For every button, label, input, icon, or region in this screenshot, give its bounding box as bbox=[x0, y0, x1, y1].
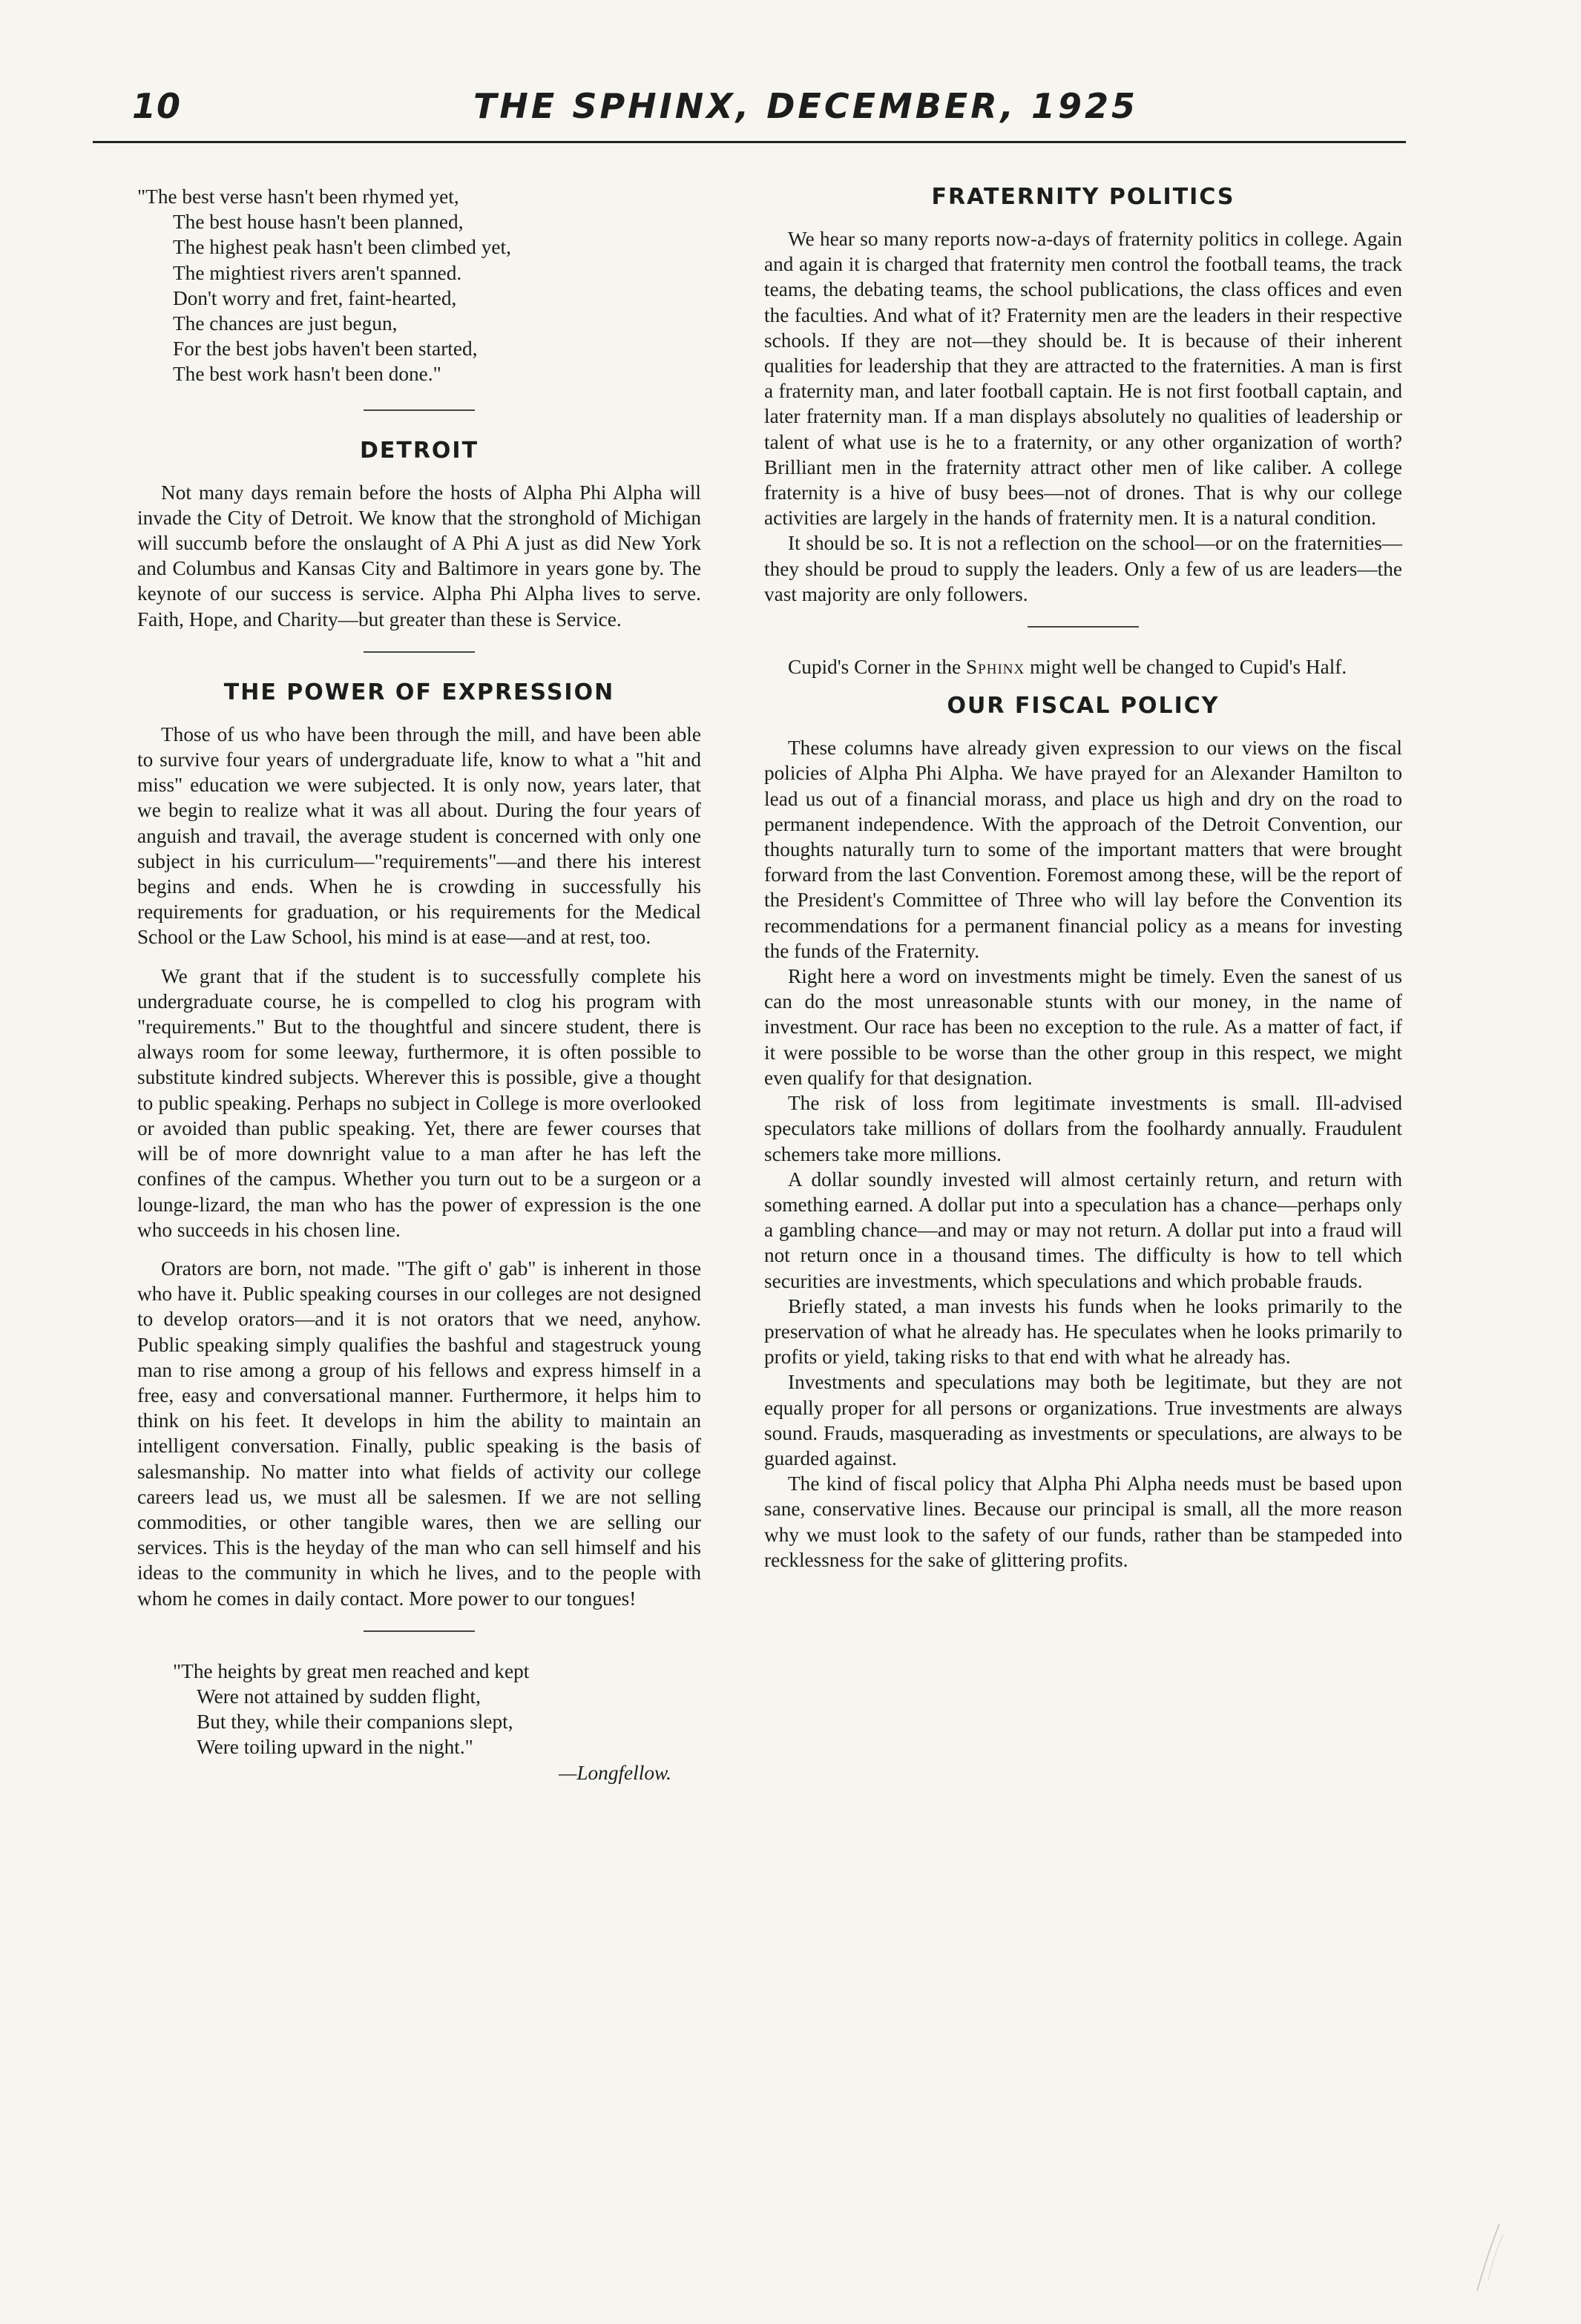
opening-poem bbox=[137, 184, 701, 387]
left-column bbox=[137, 184, 701, 1808]
poem-stanza bbox=[137, 286, 701, 387]
fiscal-paragraph: Briefly stated, a man invests his funds when he looks primarily to the preservation of what he already has. He speculates when he looks primarily to profits or yield, taking risks to that end with what he already has. bbox=[764, 1294, 1402, 1369]
fraternity-politics-heading: FRATERNITY POLITICS bbox=[931, 184, 1235, 210]
power-paragraph: Those of us who have been through the mill, and have been able to survive four years of undergraduate life, know to what a "hit and miss" education we were subjected. It is only now, years later, that we begin to realize what it was all about. During the four years of anguish and travail, the average student is concerned with only one subject in his curriculum—"requirements"—and there his interest begins and ends. When he is crowding in successfully his requirements for graduation, or his requirements for the Medical School or the Law School, his mind is at ease—and at rest, too. bbox=[137, 722, 701, 949]
fiscal-paragraph: These columns have already given expression to our views on the fiscal policies of Alpha Phi Alpha. We have prayed for an Alexander Hamilton to lead us out of a financial morass, and place us high and dry on the road to permanent independence. With the approach of the Detroit Convention, our thoughts naturally turn to some of the important matters that were brought forward from the last Convention. Foremost among these, will be the report of the President's Committee of Three who will lay before the Convention its recommendations for a permanent financial policy as a means for investing the funds of the Fraternity. bbox=[764, 737, 1402, 962]
fiscal-paragraph: Right here a word on investments might be timely. Even the sanest of us can do the most unreasonable stunts with our money, in the name of investment. Our race has been no exception to the rule. As a matter of fact, if it were possible to be worse than the other group in this respect, we might even qualify for that designation. bbox=[764, 965, 1402, 1089]
poem-stanza bbox=[137, 184, 701, 286]
poem-line: The chances are just begun, bbox=[173, 312, 398, 335]
right-column bbox=[764, 184, 1402, 1573]
poem-line: The best house hasn't been planned, bbox=[173, 211, 464, 234]
fiscal-policy-heading: OUR FISCAL POLICY bbox=[947, 693, 1220, 720]
paper-speck-mark bbox=[1470, 2220, 1514, 2294]
poem-line: For the best jobs haven't been started, bbox=[173, 338, 478, 361]
poem-line: The best work hasn't been done." bbox=[173, 363, 441, 386]
cupid-text: Cupid's Corner in the bbox=[788, 656, 966, 679]
running-title: THE SPHINX, DECEMBER, 1925 bbox=[473, 86, 1139, 126]
verse-attribution: —Longfellow. bbox=[559, 1761, 671, 1784]
verse-line: Were toiling upward in the night." bbox=[197, 1736, 473, 1759]
sphinx-name: Sphinx bbox=[965, 656, 1025, 679]
header-rule bbox=[93, 141, 1406, 143]
page-number: 10 bbox=[132, 86, 182, 126]
detroit-heading: DETROIT bbox=[359, 437, 479, 464]
detroit-paragraph: Not many days remain before the hosts of Alpha Phi Alpha will invade the City of Detroit. We know that the stronghold of Michigan will succumb before the onslaught of A Phi A just as did New York and Columbus and Kansas City and Baltimore in years gone by. The keynote of our success is service. Alpha Phi Alpha lives to serve. Faith, Hope, and Charity—but greater than these is Service. bbox=[137, 481, 701, 631]
page-header bbox=[88, 71, 1430, 126]
poem-line: The highest peak hasn't been climbed yet, bbox=[173, 236, 511, 259]
poem-line: Don't worry and fret, faint-hearted, bbox=[173, 286, 457, 309]
fiscal-paragraph: Investments and speculations may both be legitimate, but they are not equally proper for all persons or organizations. True investments are always sound. Frauds, masquerading as investments or speculations, are always to be guarded against. bbox=[764, 1371, 1402, 1469]
cupid-corner-note bbox=[764, 654, 1402, 679]
section-divider bbox=[1028, 626, 1139, 628]
section-divider bbox=[364, 409, 475, 411]
cupid-text: might well be changed to Cupid's Half. bbox=[1025, 656, 1347, 679]
section-divider bbox=[364, 1630, 475, 1632]
verse-line: "The heights by great men reached and kept bbox=[173, 1659, 530, 1682]
power-of-expression-heading: THE POWER OF EXPRESSION bbox=[223, 679, 615, 705]
power-paragraph: We grant that if the student is to successfully complete his undergraduate course, he is compelled to clog his program with "requirements." But to the thoughtful and sincere student, there is always room for some leeway, furthermore, it is often possible to substitute kindred subjects. Wherever this is possible, give a thought to public speaking. Perhaps no subject in College is more overlooked or avoided than public speaking. Yet, there are fewer courses that will be of more downright value to a man after he has left the confines of the campus. Whether you turn out to be a surgeon or a lounge-lizard, the man who has the power of expression is the one who succeeds in his chosen line. bbox=[137, 964, 701, 1241]
fiscal-paragraph: A dollar soundly invested will almost certainly return, and return with something earned. A dollar put into a speculation has a chance—perhaps only a gambling chance—and may or may not return. A dollar put into a fraud will not return once in a thousand times. The difficulty is how to tell which securities are investments, which speculations and which probable frauds. bbox=[764, 1168, 1402, 1292]
longfellow-verse bbox=[137, 1659, 701, 1785]
verse-line: But they, while their companions slept, bbox=[197, 1711, 513, 1734]
fiscal-paragraph: The risk of loss from legitimate investments is small. Ill-advised speculators take millions of dollars from the foolhardy annually. Fraudulent schemers take more millions. bbox=[764, 1092, 1402, 1165]
fiscal-paragraph: The kind of fiscal policy that Alpha Phi Alpha needs must be based upon sane, conservative lines. Because our principal is small, all the more reason why we must look to the safety of our funds, rather than be stampeded into recklessness for the sake of glittering profits. bbox=[764, 1472, 1402, 1571]
fraternity-paragraph: We hear so many reports now-a-days of fraternity politics in college. Again and again it is charged that fraternity men control the football teams, the track teams, the debating teams, the school publications, the class offices and even the faculties. And what of it? Fraternity men are the leaders in their respective schools. If they are not—they should be. It is because of their inherent qualities for leadership that they are attracted to the fraternities. A man is first a fraternity man, and later football captain. He is not first football captain, and later fraternity man. If a man displays absolutely no qualities of leadership or talent of what use is he to a fraternity, or any other organization of worth? Brilliant men in the fraternity attract other men of like caliber. A college fraternity is a hive of busy bees—not of drones. That is why our college activities are largely in the hands of fraternity men. It is a natural condition. bbox=[764, 228, 1402, 530]
fraternity-paragraph: It should be so. It is not a reflection on the school—or on the fraternities—they should be proud to supply the leaders. Only a few of us are leaders—the vast majority are only followers. bbox=[764, 532, 1402, 605]
power-paragraph: Orators are born, not made. "The gift o' gab" is inherent in those who have it. Public speaking courses in our colleges are not designed to develop orators—and it is not orators that we need, anyhow. Public speaking simply qualifies the bashful and stagestruck young man to rise among a group of his fellows and express himself in a free, easy and conversational manner. Furthermore, it helps him to think on his feet. It develops in him the ability to maintain an intelligent conversation. Finally, public speaking is the basis of salesmanship. No matter into what fields of activity our college careers lead us, we must all be salesmen. If we are not selling commodities, or other tangible wares, then we are selling our services. This is the heyday of the man who can sell himself and his ideas to the community in which he lives, and to the people with whom he comes in daily contact. More power to our tongues! bbox=[137, 1257, 701, 1610]
verse-line: Were not attained by sudden flight, bbox=[197, 1685, 481, 1708]
poem-line: "The best verse hasn't been rhymed yet, bbox=[137, 185, 459, 208]
section-divider bbox=[364, 651, 475, 653]
poem-line: The mightiest rivers aren't spanned. bbox=[173, 261, 462, 284]
